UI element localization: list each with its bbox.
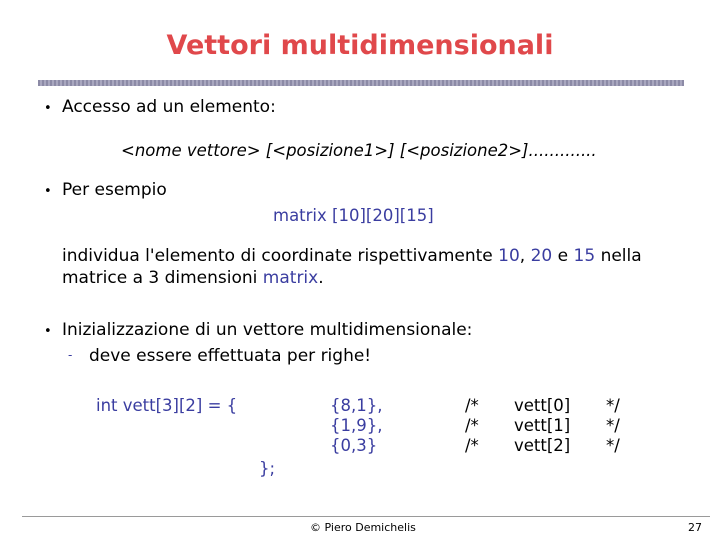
- desc-index-value: 20: [530, 246, 553, 266]
- desc-matrix-name: matrix: [262, 268, 319, 288]
- code-initializer-rows: [330, 396, 382, 456]
- desc-index-value: 15: [573, 246, 596, 266]
- comment-text-column: [514, 396, 570, 456]
- desc-text: .: [318, 268, 324, 288]
- comment-open: /*: [465, 436, 479, 455]
- bullet-marker: •: [44, 184, 52, 199]
- comment-text: vett[1]: [514, 416, 571, 435]
- page-number: 27: [688, 521, 702, 534]
- code-row: {1,9},: [330, 416, 383, 435]
- comment-text: vett[2]: [514, 436, 571, 455]
- desc-text: individua l'elemento di coordinate rispettivamente: [62, 246, 499, 266]
- comment-close: */: [606, 436, 620, 455]
- access-syntax-text: <nome vettore> [<posizione1>] [<posizione2>].............: [121, 141, 597, 160]
- sub-bullet-marker: -: [68, 348, 73, 362]
- title-divider: [38, 80, 684, 86]
- desc-index-value: 10: [498, 246, 520, 266]
- comment-open-column: [465, 396, 479, 456]
- example-description-line1: [62, 246, 642, 266]
- comment-close: */: [606, 416, 620, 435]
- access-syntax: [121, 141, 597, 160]
- code-declaration: int vett[3][2] = {: [96, 396, 238, 415]
- slide-title: Vettori multidimensionali: [166, 30, 554, 61]
- desc-text: nella: [595, 246, 642, 266]
- bullet-marker: •: [44, 101, 52, 116]
- sub-bullet-text: deve essere effettuata per righe!: [89, 346, 372, 366]
- comment-open: /*: [465, 416, 479, 435]
- desc-text: e: [552, 246, 574, 266]
- bullet-example-text: Per esempio: [62, 180, 167, 200]
- code-row: {8,1},: [330, 396, 383, 415]
- comment-open: /*: [465, 396, 479, 415]
- footer-author: © Piero Demichelis: [310, 521, 416, 534]
- comment-close: */: [606, 396, 620, 415]
- code-row: {0,3}: [330, 436, 378, 455]
- desc-text: matrice a 3 dimensioni: [62, 268, 263, 288]
- footer-divider: [22, 516, 710, 517]
- bullet-init-text: Inizializzazione di un vettore multidimensionale:: [62, 320, 473, 340]
- example-description-line2: [62, 268, 324, 288]
- comment-close-column: [606, 396, 620, 456]
- code-close: };: [259, 459, 276, 478]
- example-expression: matrix [10][20][15]: [273, 206, 434, 225]
- desc-text: ,: [519, 246, 531, 266]
- comment-text: vett[0]: [514, 396, 571, 415]
- bullet-access-text: Accesso ad un elemento:: [62, 97, 276, 117]
- bullet-marker: •: [44, 324, 52, 339]
